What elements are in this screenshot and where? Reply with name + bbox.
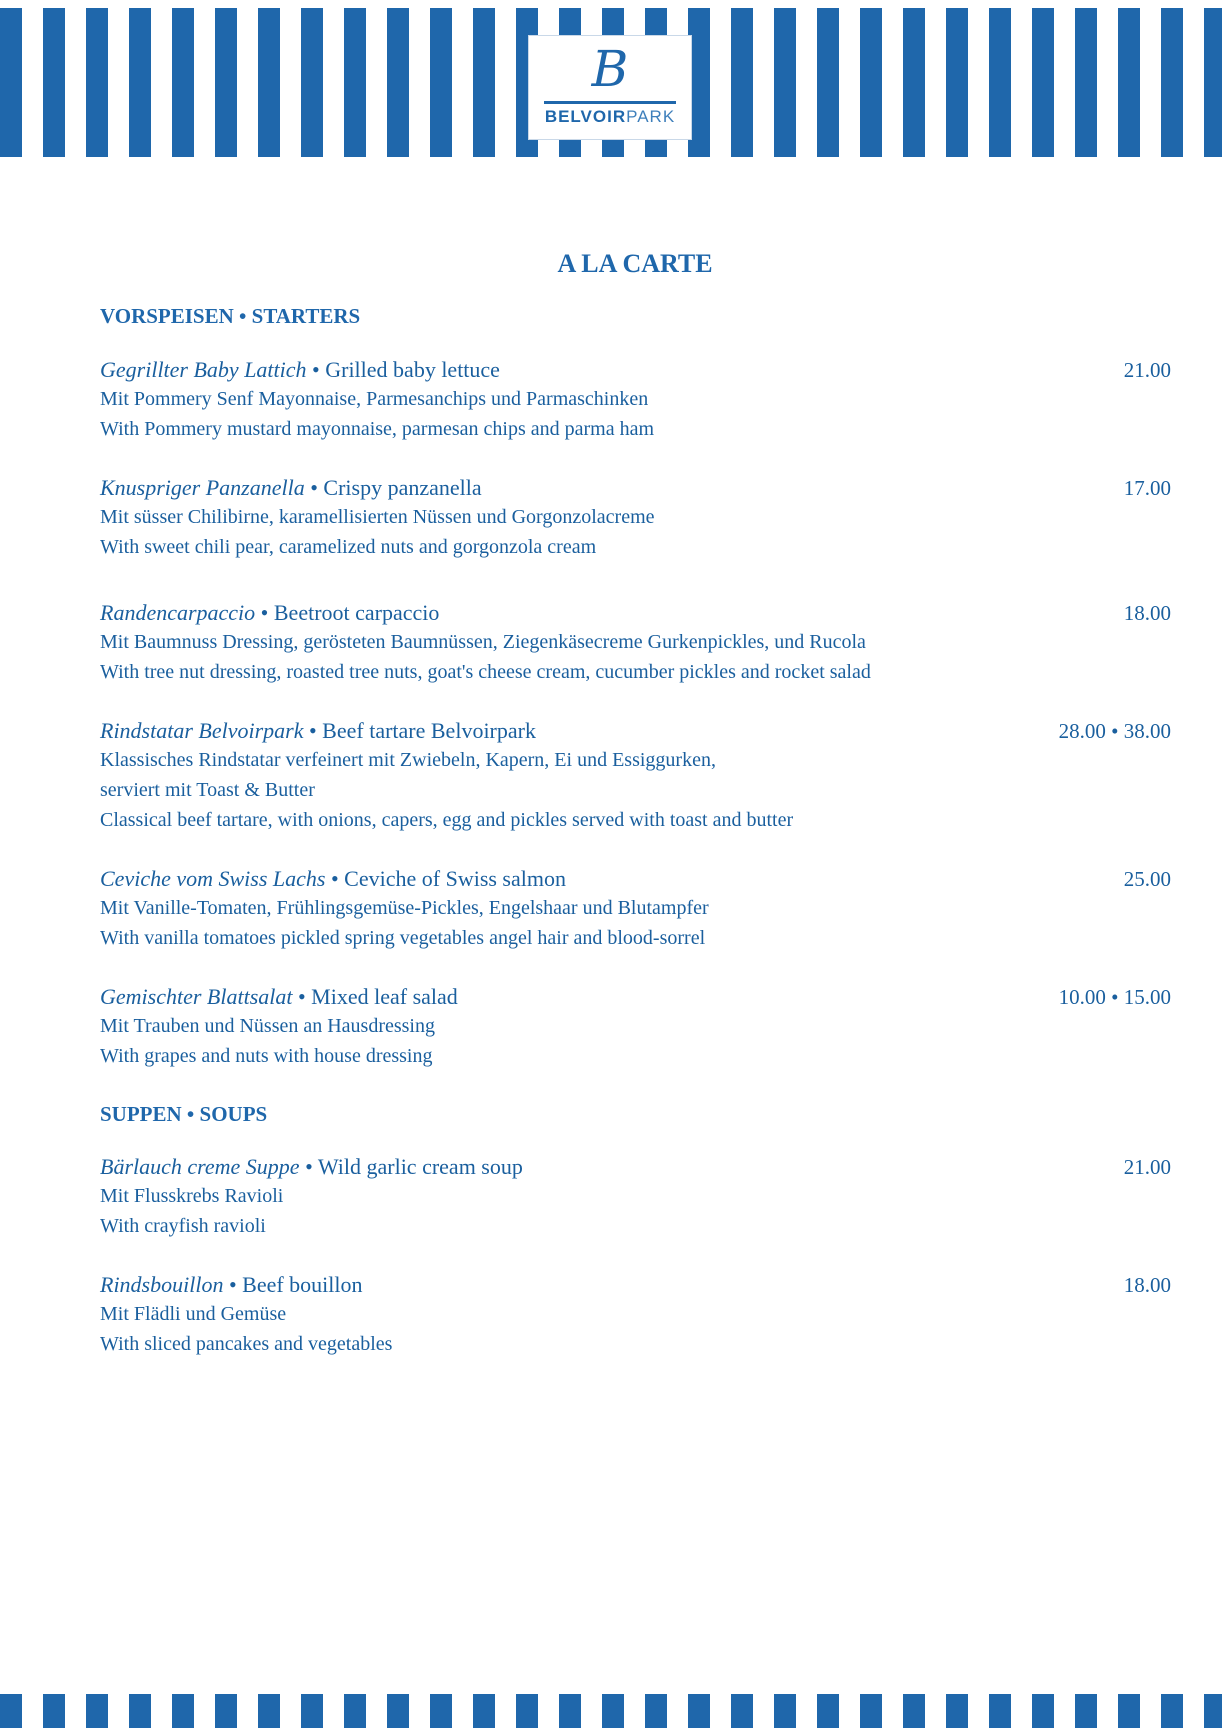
dish-description-english: With vanilla tomatoes pickled spring vegetables angel hair and blood-sorrel bbox=[100, 927, 706, 949]
footer-stripe-band bbox=[0, 1694, 1222, 1728]
dish-description-english: With Pommery mustard mayonnaise, parmesan chips and parma ham bbox=[100, 418, 655, 440]
dish-name-english: • Mixed leaf salad bbox=[292, 984, 458, 1009]
dish-name-german: Knuspriger Panzanella bbox=[100, 475, 305, 500]
dish-name-english: • Beef tartare Belvoirpark bbox=[303, 718, 536, 743]
menu-item-grilled-baby-lettuce bbox=[100, 356, 1171, 444]
dish-description-german: Mit Flusskrebs Ravioli bbox=[100, 1185, 284, 1207]
dish-price: 21.00 bbox=[1123, 358, 1171, 382]
dish-name-german: Ceviche vom Swiss Lachs bbox=[100, 866, 326, 891]
dish-description-english: With grapes and nuts with house dressing bbox=[100, 1045, 433, 1067]
dish-description-german: Mit Flädli und Gemüse bbox=[100, 1303, 287, 1325]
menu-item-beef-tartare bbox=[100, 717, 1171, 835]
dish-name bbox=[100, 474, 1171, 502]
logo-word-light: PARK bbox=[626, 107, 676, 126]
menu-item-crispy-panzanella bbox=[100, 474, 1171, 562]
menu-item-beetroot-carpaccio bbox=[100, 599, 1171, 687]
dish-description-german: Mit Trauben und Nüssen an Hausdressing bbox=[100, 1015, 435, 1037]
logo-wordmark bbox=[529, 107, 691, 127]
dish-name-english: • Ceviche of Swiss salmon bbox=[325, 866, 566, 891]
dish-name-english: • Beetroot carpaccio bbox=[255, 600, 440, 625]
dish-description-english: With sliced pancakes and vegetables bbox=[100, 1333, 393, 1355]
menu-item-wild-garlic-soup bbox=[100, 1153, 1171, 1241]
dish-price: 25.00 bbox=[1123, 867, 1171, 891]
dish-name-english: • Beef bouillon bbox=[223, 1272, 363, 1297]
dish-name bbox=[100, 1271, 1171, 1299]
menu-item-mixed-leaf-salad bbox=[100, 983, 1171, 1071]
dish-name bbox=[100, 1153, 1171, 1181]
dish-description-german: Klassisches Rindstatar verfeinert mit Zwiebeln, Kapern, Ei und Essiggurken, bbox=[100, 749, 716, 771]
dish-name-german: Gemischter Blattsalat bbox=[100, 984, 293, 1009]
dish-name-english: • Wild garlic cream soup bbox=[299, 1154, 523, 1179]
dish-price: 18.00 bbox=[1123, 1273, 1171, 1297]
belvoirpark-logo bbox=[528, 35, 692, 140]
section-heading-soups: SUPPEN • SOUPS bbox=[100, 1102, 268, 1126]
dish-price: 10.00 • 15.00 bbox=[1058, 985, 1171, 1009]
dish-name-english: • Crispy panzanella bbox=[304, 475, 482, 500]
dish-price: 17.00 bbox=[1123, 476, 1171, 500]
logo-word-bold: BELVOIR bbox=[544, 107, 627, 126]
dish-name-german: Randencarpaccio bbox=[100, 600, 256, 625]
dish-price: 18.00 bbox=[1123, 601, 1171, 625]
dish-name-german: Rindsbouillon bbox=[100, 1272, 224, 1297]
logo-monogram: B bbox=[591, 40, 629, 98]
dish-name bbox=[100, 356, 1171, 384]
dish-name-german: Bärlauch creme Suppe bbox=[100, 1154, 300, 1179]
dish-description-german: Mit Baumnuss Dressing, gerösteten Baumnüssen, Ziegenkäsecreme Gurkenpickles, und Rucola bbox=[100, 631, 866, 653]
dish-description-english: With sweet chili pear, caramelized nuts and gorgonzola cream bbox=[100, 536, 597, 558]
dish-description-english: With tree nut dressing, roasted tree nuts, goat's cheese cream, cucumber pickles and rocket salad bbox=[100, 661, 871, 683]
dish-name-english: • Grilled baby lettuce bbox=[306, 357, 500, 382]
dish-name bbox=[100, 983, 1171, 1011]
logo-rule bbox=[544, 101, 676, 104]
section-heading-starters: VORSPEISEN • STARTERS bbox=[100, 304, 361, 328]
dish-name bbox=[100, 599, 1171, 627]
dish-price: 28.00 • 38.00 bbox=[1058, 719, 1171, 743]
dish-description-german: Mit Pommery Senf Mayonnaise, Parmesanchips und Parmaschinken bbox=[100, 388, 649, 410]
dish-name-german: Rindstatar Belvoirpark bbox=[100, 718, 304, 743]
dish-description-english: Classical beef tartare, with onions, capers, egg and pickles served with toast and butter bbox=[100, 809, 794, 831]
dish-description-german-cont: serviert mit Toast & Butter bbox=[100, 779, 315, 801]
dish-name bbox=[100, 865, 1171, 893]
dish-description-german: Mit süsser Chilibirne, karamellisierten Nüssen und Gorgonzolacreme bbox=[100, 506, 655, 528]
dish-price: 21.00 bbox=[1123, 1155, 1171, 1179]
page-title: A LA CARTE bbox=[557, 249, 713, 278]
dish-name bbox=[100, 717, 1171, 745]
dish-description-english: With crayfish ravioli bbox=[100, 1215, 266, 1237]
dish-description-german: Mit Vanille-Tomaten, Frühlingsgemüse-Pickles, Engelshaar und Blutampfer bbox=[100, 897, 709, 919]
menu-item-beef-bouillon bbox=[100, 1271, 1171, 1359]
dish-name-german: Gegrillter Baby Lattich bbox=[100, 357, 307, 382]
menu-item-ceviche-swiss-salmon bbox=[100, 865, 1171, 953]
